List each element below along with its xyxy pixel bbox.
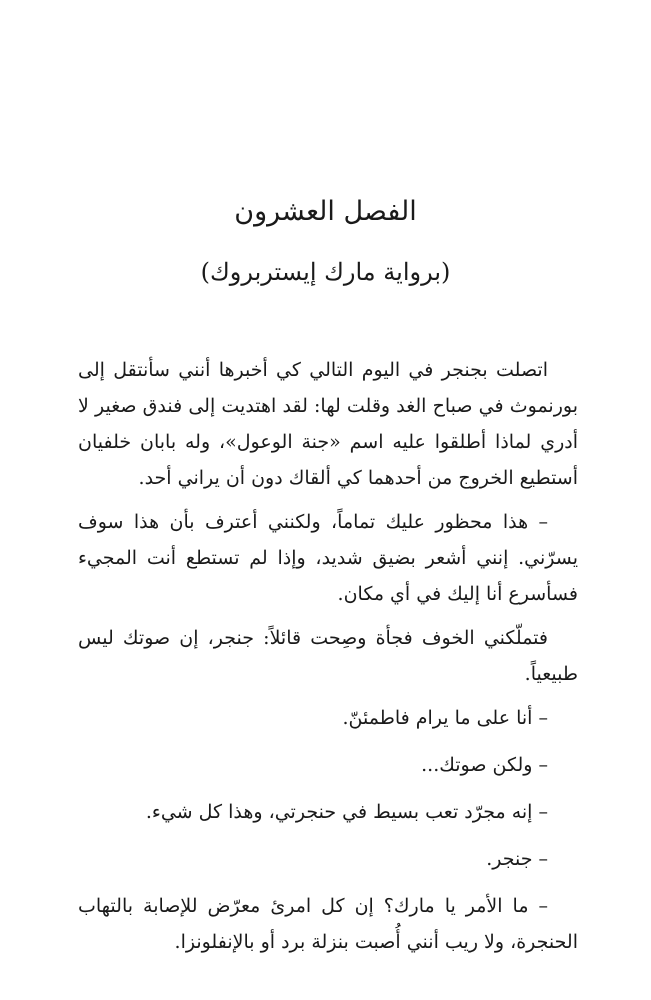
paragraph-7: – جنجر. <box>486 848 548 870</box>
paragraph-1: اتصلت بجنجر في اليوم التالي كي أخبرها أنني سأنتقل إلى بورنموث في صباح الغد وقلت لها: لقد اهتديت إلى فندق صغير لا أدري لماذا أطلقوا عليه اسم «جنة الوعول»، وله بابان خلفيان أستطيع الخروج من أحدهما كي ألقاك دون أن يراني أحد. <box>78 359 578 489</box>
paragraph-5: – ولكن صوتك... <box>421 754 548 776</box>
chapter-subtitle: (برواية مارك إيستربروك) <box>200 258 451 286</box>
paragraph-3: فتملّكني الخوف فجأة وصِحت قائلاً: جنجر، إن صوتك ليس طبيعياً. <box>78 627 578 685</box>
paragraph-6: – إنه مجرّد تعب بسيط في حنجرتي، وهذا كل شيء. <box>145 801 548 823</box>
paragraph-2: – هذا محظور عليك تماماً، ولكنني أعترف بأن هذا سوف يسرّني. إنني أشعر بضيق شديد، وإذا لم تستطع أنت المجيء فسأسرع أنا إليك في أي مكان. <box>78 511 578 605</box>
chapter-body <box>78 352 578 968</box>
paragraph-8: – ما الأمر يا مارك؟ إن كل امرئ معرّض للإصابة بالتهاب الحنجرة، ولا ريب أنني أُصبت بنزلة برد أو بالإنفلونزا. <box>78 895 578 953</box>
paragraph-4: – أنا على ما يرام فاطمئنّ. <box>342 707 548 729</box>
chapter-title: الفصل العشرون <box>234 196 417 227</box>
